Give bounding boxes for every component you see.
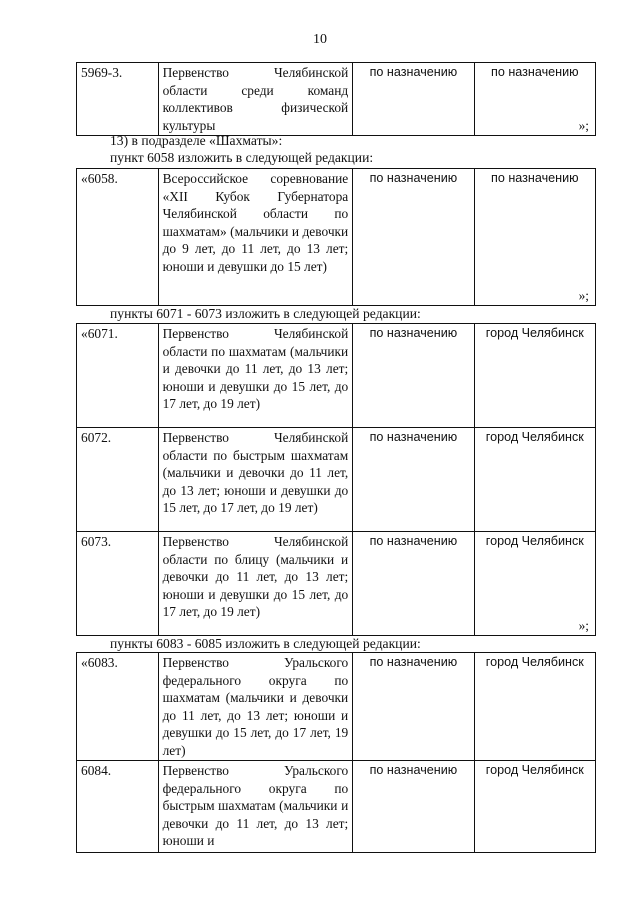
event-place: город Челябинск <box>485 763 584 777</box>
events-table-4 <box>76 652 596 853</box>
event-place-cell <box>474 653 595 761</box>
event-place-cell <box>474 63 595 136</box>
event-place-cell <box>474 169 595 306</box>
paragraph-items-6071-6073: пункты 6071 - 6073 изложить в следующей редакции: <box>110 306 421 321</box>
item-number: «6083. <box>77 653 159 761</box>
events-table-2 <box>76 168 596 306</box>
event-name: Первенство Челябинской области по блицу (мальчики и девочки до 11 лет, до 13 лет; юноши и девушки до 15 лет, до 17 лет, до 19 лет) <box>158 532 353 636</box>
page-number: 10 <box>313 32 327 47</box>
event-place-cell <box>474 532 595 636</box>
event-name: Первенство Челябинской области среди команд коллективов физической культуры <box>158 63 353 136</box>
event-place: по назначению <box>491 65 579 79</box>
closing-quote: »; <box>578 287 589 303</box>
event-date: по назначению <box>353 532 474 636</box>
table-row <box>77 653 596 761</box>
event-place: город Челябинск <box>485 655 584 669</box>
item-number: 6084. <box>77 761 159 853</box>
table-row <box>77 761 596 853</box>
event-place-cell <box>474 428 595 532</box>
item-number: «6058. <box>77 169 159 306</box>
closing-quote: »; <box>578 117 589 133</box>
paragraph-subsection: 13) в подразделе «Шахматы»: <box>110 133 283 148</box>
event-date: по назначению <box>353 169 474 306</box>
event-name: Всероссийское соревнование «XII Кубок Губернатора Челябинской области по шахматам» (мальчики и девочки до 9 лет, до 11 лет, до 13 лет; юноши и девушки до 15 лет) <box>158 169 353 306</box>
table-row <box>77 532 596 636</box>
event-place: по назначению <box>491 171 579 185</box>
table-row <box>77 169 596 306</box>
item-number: 6072. <box>77 428 159 532</box>
event-date: по назначению <box>353 653 474 761</box>
event-name: Первенство Челябинской области по быстрым шахматам (мальчики и девочки до 11 лет, до 13 лет; юноши и девушки до 15 лет, до 17 лет, до 19 лет) <box>158 428 353 532</box>
event-name: Первенство Уральского федерального округа по быстрым шахматам (мальчики и девочки до 11 лет, до 13 лет; юноши и <box>158 761 353 853</box>
events-table-1 <box>76 62 596 136</box>
event-date: по назначению <box>353 63 474 136</box>
event-place: город Челябинск <box>485 534 584 548</box>
event-place: город Челябинск <box>485 430 584 444</box>
event-place-cell <box>474 761 595 853</box>
events-table-3 <box>76 323 596 636</box>
item-number: 5969-3. <box>77 63 159 136</box>
event-name: Первенство Челябинской области по шахматам (мальчики и девочки до 11 лет, до 13 лет; юноши и девушки до 15 лет, до 17 лет, до 19 лет) <box>158 324 353 428</box>
event-date: по назначению <box>353 324 474 428</box>
paragraph-items-6083-6085: пункты 6083 - 6085 изложить в следующей редакции: <box>110 636 421 651</box>
item-number: 6073. <box>77 532 159 636</box>
event-date: по назначению <box>353 428 474 532</box>
event-name: Первенство Уральского федерального округа по шахматам (мальчики и девочки до 11 лет, до 13 лет; юноши и девушки до 15 лет, до 17 лет, 19 лет) <box>158 653 353 761</box>
closing-quote: »; <box>578 617 589 633</box>
paragraph-item-6058: пункт 6058 изложить в следующей редакции: <box>110 150 374 165</box>
event-place: город Челябинск <box>485 326 584 340</box>
table-row <box>77 428 596 532</box>
item-number: «6071. <box>77 324 159 428</box>
table-row <box>77 324 596 428</box>
table-row <box>77 63 596 136</box>
event-date: по назначению <box>353 761 474 853</box>
event-place-cell <box>474 324 595 428</box>
